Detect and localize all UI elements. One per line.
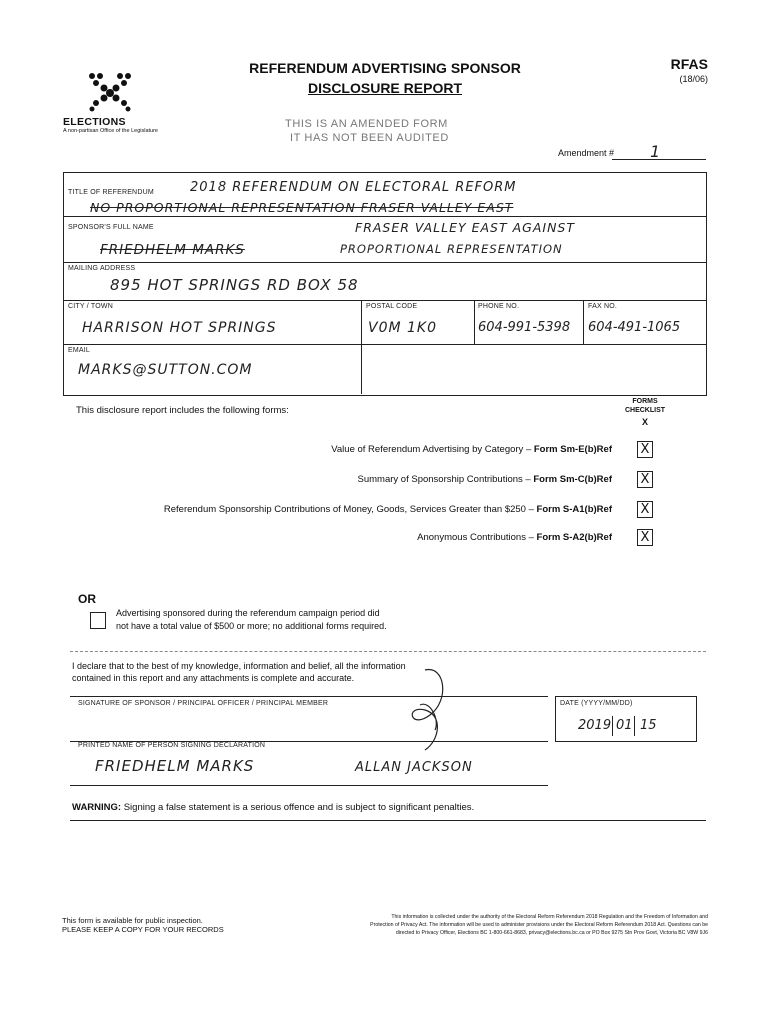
email-label: EMAIL [68, 347, 91, 354]
warning-label: WARNING: [72, 802, 122, 813]
footer-right-3: directed to Privacy Officer, Elections BC 1-800-661-8683, privacy@elections.bc.ca or PO Box 9275 Stn Prov Govt, Victoria BC V8W 9J6 [395, 930, 708, 936]
referendum-title-value[interactable]: 2018 REFERENDUM ON ELECTORAL REFORM [190, 180, 517, 195]
form-row [164, 504, 612, 515]
divider [63, 344, 706, 345]
no-forms-checkbox[interactable] [90, 612, 106, 629]
fax-label: FAX NO. [588, 303, 618, 310]
divider [70, 651, 706, 652]
warning-body: Signing a false statement is a serious offence and is subject to significant penalties. [123, 802, 475, 813]
form-version: (18/06) [679, 74, 708, 84]
fax-value[interactable]: 604-491-1065 [588, 320, 681, 335]
signature-mark[interactable] [395, 660, 465, 760]
divider [70, 820, 706, 821]
form-code: Form Sm-E(b)Ref [533, 444, 612, 455]
mailing-address-label: MAILING ADDRESS [68, 265, 136, 272]
form-desc: Anonymous Contributions – [417, 532, 534, 543]
form-code: Form Sm-C(b)Ref [533, 474, 612, 485]
printed-name-value-2[interactable]: ALLAN JACKSON [355, 760, 473, 775]
org-tagline: A non-partisan Office of the Legislature [63, 128, 158, 134]
divider [70, 785, 548, 786]
amendment-label: Amendment # [558, 148, 615, 158]
forms-intro: This disclosure report includes the following forms: [76, 405, 289, 416]
postal-code-label: POSTAL CODE [366, 303, 418, 310]
divider [63, 262, 706, 263]
or-label: OR [78, 592, 96, 606]
printed-name-label: PRINTED NAME OF PERSON SIGNING DECLARATION [78, 742, 266, 749]
org-name: ELECTIONS [63, 116, 126, 128]
sponsor-name-line1[interactable]: FRASER VALLEY EAST AGAINST [355, 220, 575, 235]
date-divider [634, 716, 635, 736]
footer-left-2: PLEASE KEEP A COPY FOR YOUR RECORDS [62, 925, 224, 934]
date-month[interactable]: 01 [616, 718, 633, 733]
divider [583, 300, 584, 344]
checklist-label-1: FORMS [632, 398, 658, 405]
declaration-line1: I declare that to the best of my knowledge, information and belief, all the information [72, 661, 406, 671]
form-checkbox[interactable]: X [637, 501, 653, 518]
declaration-line2: contained in this report and any attachments is complete and accurate. [72, 673, 355, 683]
elections-logo [80, 68, 140, 112]
form-row [358, 474, 612, 485]
signature-label: SIGNATURE OF SPONSOR / PRINCIPAL OFFICER / PRINCIPAL MEMBER [78, 700, 329, 707]
amendment-value[interactable]: 1 [650, 142, 662, 161]
sponsor-name-struck: FRIEDHELM MARKS [100, 242, 245, 258]
referendum-title-label: TITLE OF REFERENDUM [68, 189, 154, 196]
postal-code-value[interactable]: V0M 1K0 [368, 320, 438, 336]
checklist-x: X [641, 417, 648, 427]
footer-right-1: This information is collected under the authority of the Electoral Reform Referendum 2018 Regulation and the Freedom of Information and [391, 914, 708, 920]
phone-label: PHONE NO. [478, 303, 520, 310]
logo-mark-icon [80, 68, 140, 112]
phone-value[interactable]: 604-991-5398 [478, 320, 571, 335]
divider [361, 300, 362, 394]
form-row [331, 444, 612, 455]
page-title-line2: DISCLOSURE REPORT [307, 80, 462, 96]
city-label: CITY / TOWN [68, 303, 113, 310]
printed-name-value[interactable]: FRIEDHELM MARKS [95, 757, 255, 775]
form-desc: Referendum Sponsorship Contributions of Money, Goods, Services Greater than $250 – [163, 504, 534, 515]
form-code: Form S-A2(b)Ref [536, 532, 612, 543]
divider [63, 216, 706, 217]
page-title-line1: REFERENDUM ADVERTISING SPONSOR [249, 60, 521, 76]
mailing-address-value[interactable]: 895 HOT SPRINGS RD BOX 58 [110, 276, 359, 294]
date-divider [612, 716, 613, 736]
no-forms-text-1: Advertising sponsored during the referendum campaign period did [116, 608, 380, 618]
warning-text [72, 802, 474, 813]
form-desc: Value of Referendum Advertising by Category – [331, 444, 532, 455]
referendum-struck-value: NO PROPORTIONAL REPRESENTATION FRASER VALLEY EAST [90, 200, 514, 215]
divider [474, 300, 475, 344]
form-checkbox[interactable]: X [637, 441, 653, 458]
form-desc: Summary of Sponsorship Contributions – [357, 474, 531, 485]
email-value[interactable]: MARKS@SUTTON.COM [78, 362, 253, 378]
city-value[interactable]: HARRISON HOT SPRINGS [82, 320, 277, 336]
no-forms-text-2: not have a total value of $500 or more; no additional forms required. [116, 621, 387, 631]
form-code: RFAS [670, 56, 708, 72]
divider [63, 300, 706, 301]
amended-stamp-line2: IT HAS NOT BEEN AUDITED [290, 132, 449, 144]
footer-right-2: Protection of Privacy Act. The information will be used to administer provisions under the Electoral Reform Referendum 2018 Act. Questions can be [370, 922, 708, 928]
form-code: Form S-A1(b)Ref [536, 504, 612, 515]
sponsor-name-label: SPONSOR'S FULL NAME [68, 224, 154, 231]
form-checkbox[interactable]: X [637, 529, 653, 546]
signature-scribble-icon [395, 660, 465, 760]
date-label: DATE (YYYY/MM/DD) [560, 700, 633, 707]
footer-left-1: This form is available for public inspection. [62, 916, 203, 925]
form-checkbox[interactable]: X [637, 471, 653, 488]
form-row [417, 532, 612, 543]
date-year[interactable]: 2019 [578, 718, 612, 733]
amended-stamp-line1: THIS IS AN AMENDED FORM [285, 118, 448, 130]
date-day[interactable]: 15 [640, 718, 657, 733]
checklist-label-2: CHECKLIST [624, 407, 666, 414]
sponsor-name-line2[interactable]: PROPORTIONAL REPRESENTATION [340, 242, 563, 256]
